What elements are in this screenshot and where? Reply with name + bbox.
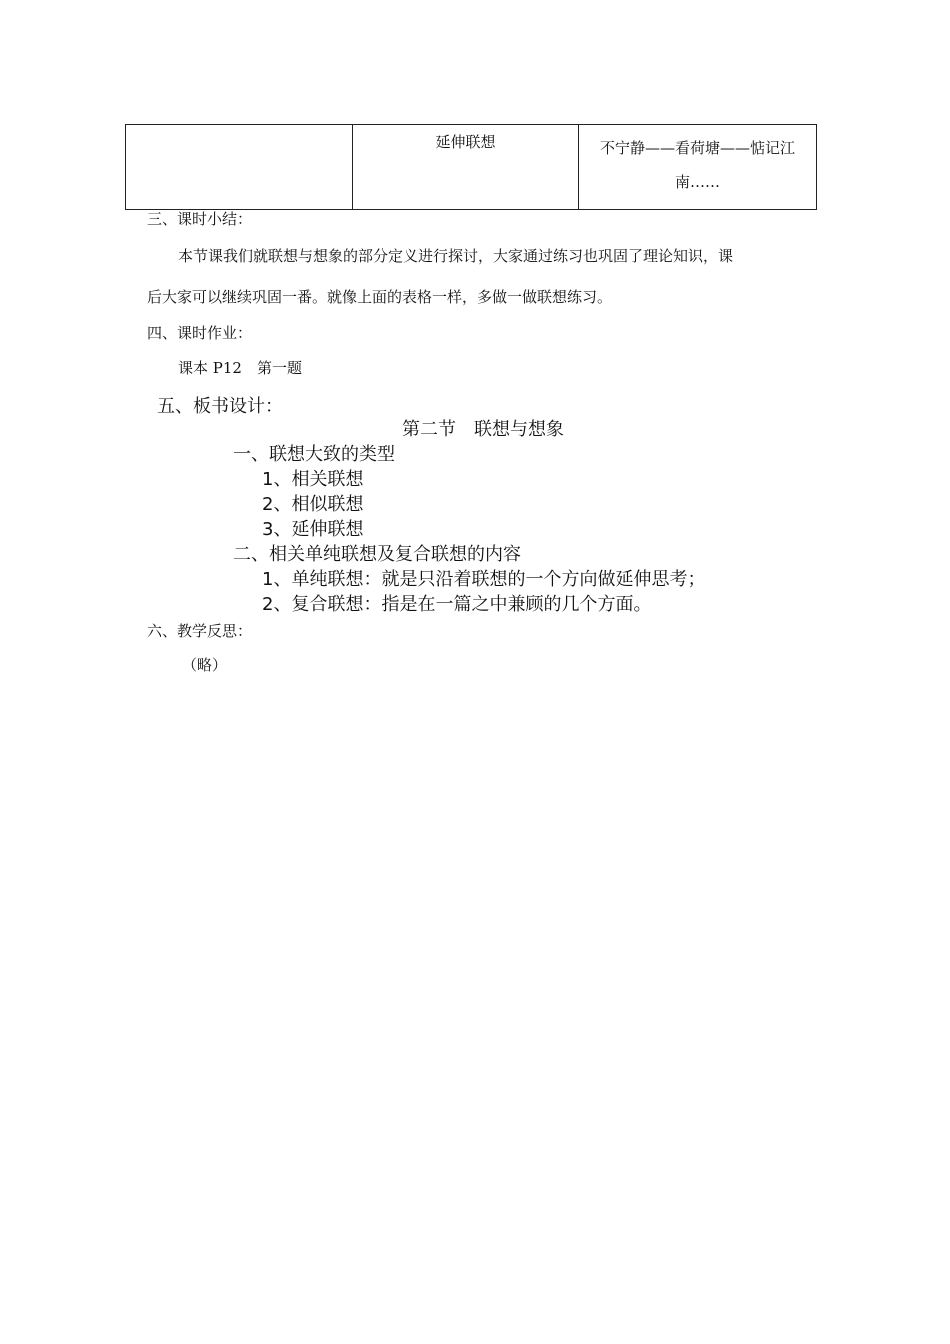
table-cell-empty: [126, 125, 353, 210]
board-title: 第二节 联想与想象: [402, 419, 564, 440]
section3-heading: 三、课时小结：: [147, 210, 253, 228]
summary-line-2: 后大家可以继续巩固一番。就像上面的表格一样，多做一做联想练习。: [147, 288, 613, 306]
section4-heading: 四、课时作业：: [147, 324, 253, 342]
example-line-1: 不宁静——看荷塘——惦记江: [599, 139, 795, 157]
board-part2-item: 2、复合联想：指是在一篇之中兼顾的几个方面。: [262, 594, 652, 615]
example-line-2: 南……: [674, 173, 720, 191]
table-row: [126, 125, 817, 210]
reflection-content: （略）: [182, 656, 228, 674]
homework-content: 课本 P12 第一题: [178, 359, 302, 377]
table-cell-type: 延伸联想: [353, 125, 579, 210]
board-part2: 二、相关单纯联想及复合联想的内容: [233, 544, 521, 565]
summary-line-1: 本节课我们就联想与想象的部分定义进行探讨，大家通过练习也巩固了理论知识，课: [178, 247, 734, 265]
section6-heading: 六、教学反思：: [147, 622, 253, 640]
association-table: [125, 124, 817, 210]
board-part1: 一、联想大致的类型: [233, 444, 395, 465]
board-part1-item: 3、延伸联想: [262, 519, 364, 540]
board-part2-item: 1、单纯联想：就是只沿着联想的一个方向做延伸思考；: [262, 569, 706, 590]
board-part1-item: 1、相关联想: [262, 469, 364, 490]
section5-heading: 五、板书设计：: [157, 396, 283, 417]
table-cell-example: [579, 125, 817, 210]
board-part1-item: 2、相似联想: [262, 494, 364, 515]
